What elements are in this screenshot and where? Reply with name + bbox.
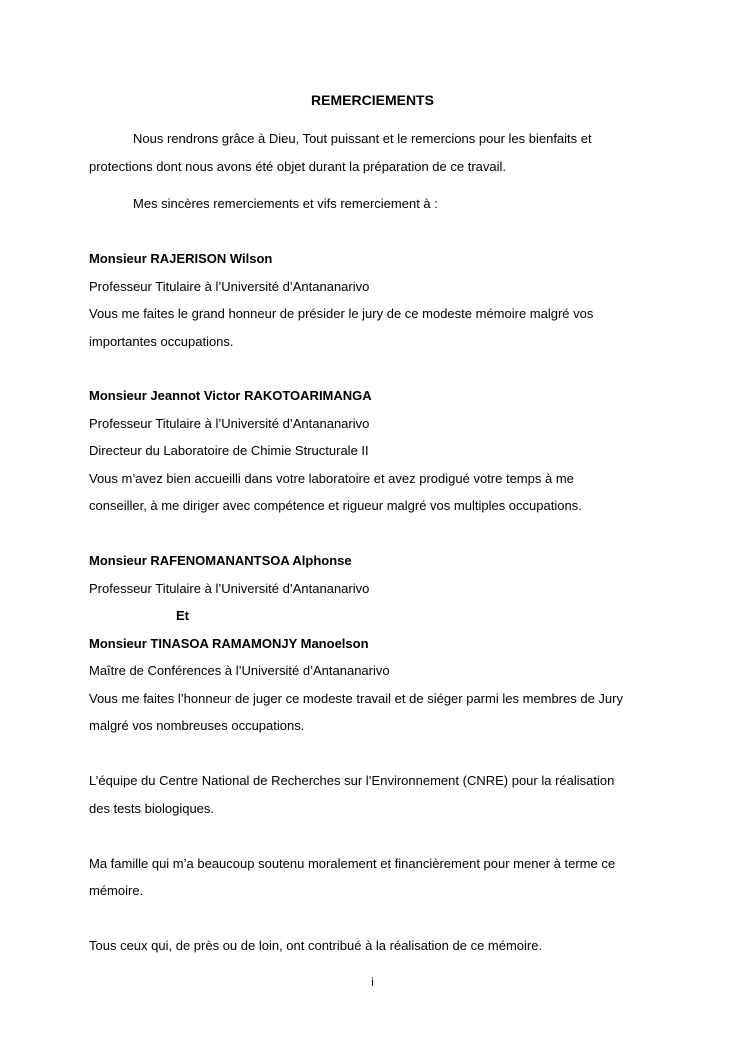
person4-name: Monsieur TINASOA RAMAMONJY Manoelson <box>89 636 369 651</box>
intro-line-1: Nous rendrons grâce à Dieu, Tout puissant et le remercions pour les bienfaits et <box>133 131 592 146</box>
person4-role: Maître de Conférences à l’Université d’Antananarivo <box>89 663 390 678</box>
person1-name: Monsieur RAJERISON Wilson <box>89 251 273 266</box>
person2-name: Monsieur Jeannot Victor RAKOTOARIMANGA <box>89 388 372 403</box>
others-line: Tous ceux qui, de près ou de loin, ont contribué à la réalisation de ce mémoire. <box>89 938 543 953</box>
page-number: i <box>371 975 374 989</box>
person2-thanks-2: conseiller, à me diriger avec compétence et rigueur malgré vos multiples occupations. <box>89 498 582 513</box>
page-title: REMERCIEMENTS <box>311 92 434 108</box>
cnre-line-1: L’équipe du Centre National de Recherches sur l’Environnement (CNRE) pour la réalisation <box>89 773 615 788</box>
person4-thanks-1: Vous me faites l’honneur de juger ce modeste travail et de siéger parmi les membres de Jury <box>89 691 623 706</box>
person4-thanks-2: malgré vos nombreuses occupations. <box>89 718 305 733</box>
family-line-2: mémoire. <box>89 883 144 898</box>
person3-role: Professeur Titulaire à l’Université d’Antananarivo <box>89 581 370 596</box>
intro-line-3: Mes sincères remerciements et vifs remerciement à : <box>133 196 438 211</box>
person2-role-2: Directeur du Laboratoire de Chimie Structurale II <box>89 443 369 458</box>
person3-name: Monsieur RAFENOMANANTSOA Alphonse <box>89 553 352 568</box>
intro-line-2: protections dont nous avons été objet durant la préparation de ce travail. <box>89 159 506 174</box>
person1-thanks-2: importantes occupations. <box>89 334 234 349</box>
person1-role: Professeur Titulaire à l’Université d’Antananarivo <box>89 279 370 294</box>
person1-thanks-1: Vous me faites le grand honneur de présider le jury de ce modeste mémoire malgré vos <box>89 306 594 321</box>
family-line-1: Ma famille qui m’a beaucoup soutenu moralement et financièrement pour mener à terme ce <box>89 856 616 871</box>
cnre-line-2: des tests biologiques. <box>89 801 215 816</box>
person2-role: Professeur Titulaire à l’Université d’Antananarivo <box>89 416 370 431</box>
person2-thanks-1: Vous m’avez bien accueilli dans votre laboratoire et avez prodigué votre temps à me <box>89 471 574 486</box>
conjunction-et: Et <box>176 608 189 623</box>
